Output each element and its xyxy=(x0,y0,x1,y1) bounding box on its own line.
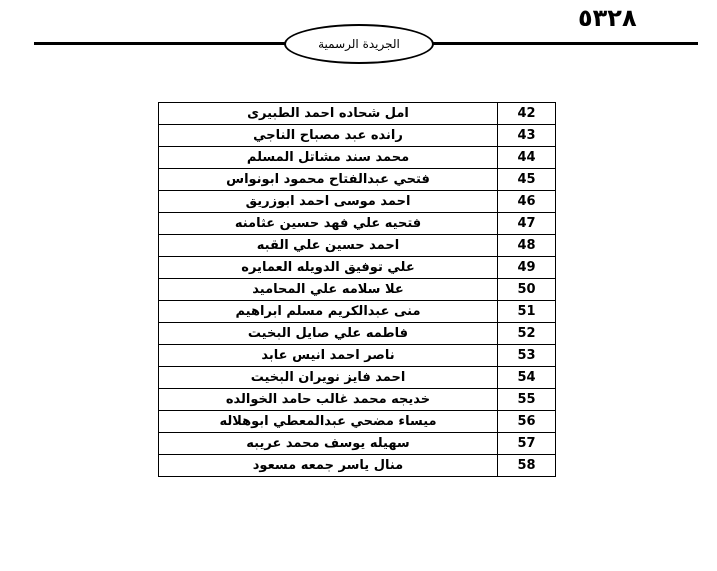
table-row xyxy=(159,257,556,279)
member-name: رانده عبد مصباح الناجي xyxy=(159,125,498,147)
row-number: 58 xyxy=(498,455,556,477)
member-name: فتحي عبدالفتاح محمود ابونواس xyxy=(159,169,498,191)
member-name: ناصر احمد انيس عابد xyxy=(159,345,498,367)
row-number: 48 xyxy=(498,235,556,257)
publication-title: الجريدة الرسمية xyxy=(318,37,400,51)
member-name: امل شحاده احمد الطبيرى xyxy=(159,103,498,125)
member-name: احمد موسى احمد ابوزريق xyxy=(159,191,498,213)
table-row xyxy=(159,323,556,345)
row-number: 45 xyxy=(498,169,556,191)
row-number: 43 xyxy=(498,125,556,147)
roster-body xyxy=(159,103,556,477)
row-number: 57 xyxy=(498,433,556,455)
row-number: 52 xyxy=(498,323,556,345)
member-name: علا سلامه علي المحاميد xyxy=(159,279,498,301)
row-number: 46 xyxy=(498,191,556,213)
table-row xyxy=(159,301,556,323)
table-row xyxy=(159,279,556,301)
row-number: 44 xyxy=(498,147,556,169)
page-cut xyxy=(158,480,555,486)
member-name: منى عبدالكريم مسلم ابراهيم xyxy=(159,301,498,323)
table-row xyxy=(159,411,556,433)
row-number: 47 xyxy=(498,213,556,235)
member-name: سهيله يوسف محمد عريبه xyxy=(159,433,498,455)
publication-title-oval xyxy=(284,24,434,64)
row-number: 54 xyxy=(498,367,556,389)
table-row xyxy=(159,455,556,477)
page-number: ٥٣٢٨ xyxy=(578,4,637,32)
table-row xyxy=(159,125,556,147)
row-number: 42 xyxy=(498,103,556,125)
member-name: علي توفيق الدويله العمايره xyxy=(159,257,498,279)
table-row xyxy=(159,389,556,411)
table-row xyxy=(159,345,556,367)
member-name: احمد فايز نويران البخيت xyxy=(159,367,498,389)
table-row xyxy=(159,169,556,191)
table-row xyxy=(159,367,556,389)
table-row xyxy=(159,103,556,125)
member-name: ميساء مضحي عبدالمعطي ابوهلاله xyxy=(159,411,498,433)
table-row xyxy=(159,433,556,455)
row-number: 51 xyxy=(498,301,556,323)
table-row xyxy=(159,147,556,169)
row-number: 49 xyxy=(498,257,556,279)
member-name: فاطمه علي صايل البخيت xyxy=(159,323,498,345)
row-number: 53 xyxy=(498,345,556,367)
member-name: فتحيه علي فهد حسين عثامنه xyxy=(159,213,498,235)
table-row xyxy=(159,235,556,257)
member-name: محمد سند مشاتل المسلم xyxy=(159,147,498,169)
table-row xyxy=(159,191,556,213)
row-number: 50 xyxy=(498,279,556,301)
row-number: 55 xyxy=(498,389,556,411)
member-name: خديجه محمد غالب حامد الخوالده xyxy=(159,389,498,411)
roster-table xyxy=(158,102,556,477)
member-name: منال ياسر جمعه مسعود xyxy=(159,455,498,477)
member-name: احمد حسين علي القبه xyxy=(159,235,498,257)
table-row xyxy=(159,213,556,235)
row-number: 56 xyxy=(498,411,556,433)
